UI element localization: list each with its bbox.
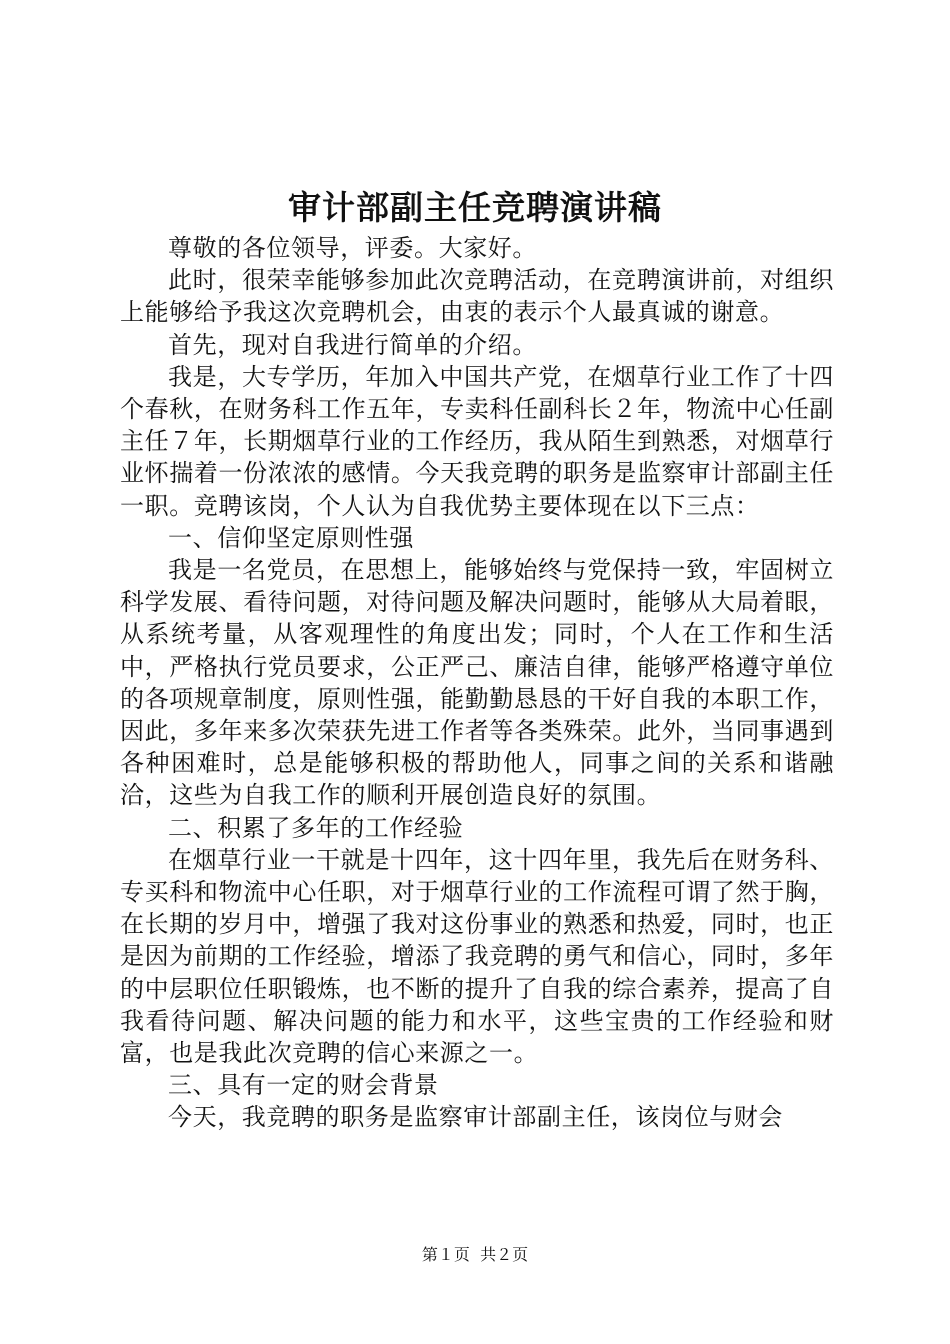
document-title: 审计部副主任竞聘演讲稿 <box>288 188 662 227</box>
paragraph-section-1: 我是一名党员，在思想上，能够始终与党保持一致，牢固树立科学发展、看待问题，对待问题及解决问题时，能够从大局着眼，从系统考量，从客观理性的角度出发；同时，个人在工作和生活中，严格执行党员要求，公正严己、廉洁自律，能够严格遵守单位的各项规章制度，原则性强，能勤勤恳恳的干好自我的本职工作，因此，多年来多次荣获先进工作者等各类殊荣。此外，当同事遇到各种困难时，总是能够积极的帮助他人，同事之间的关系和谐融洽，这些为自我工作的顺利开展创造良好的氛围。 <box>120 556 834 810</box>
paragraph-section-3: 今天，我竞聘的职务是监察审计部副主任，该岗位与财会 <box>168 1103 783 1132</box>
paragraph-thanks: 此时，很荣幸能够参加此次竞聘活动，在竞聘演讲前，对组织上能够给予我这次竞聘机会，由衷的表示个人最真诚的谢意。 <box>120 266 834 327</box>
paragraph-background: 我是，大专学历，年加入中国共产党，在烟草行业工作了十四个春秋，在财务科工作五年，专卖科任副科长２年，物流中心任副主任７年，长期烟草行业的工作经历，我从陌生到熟悉，对烟草行业怀揣着一份浓浓的感情。今天我竞聘的职务是监察审计部副主任一职。竞聘该岗，个人认为自我优势主要体现在以下三点： <box>120 362 834 520</box>
section-heading-3: 三、具有一定的财会背景 <box>168 1071 439 1100</box>
section-heading-1: 一、信仰坚定原则性强 <box>168 523 414 552</box>
section-heading-2: 二、积累了多年的工作经验 <box>168 813 464 842</box>
page-footer <box>0 1243 950 1267</box>
document-body <box>120 232 834 1134</box>
page-number: 第１页 共２页 <box>421 1245 529 1264</box>
paragraph-section-2: 在烟草行业一干就是十四年，这十四年里，我先后在财务科、专买科和物流中心任职，对于烟草行业的工作流程可谓了然于胸，在长期的岁月中，增强了我对这份事业的熟悉和热爱，同时，也正是因为前期的工作经验，增添了我竞聘的勇气和信心，同时，多年的中层职位任职锻炼，也不断的提升了自我的综合素养，提高了自我看待问题、解决问题的能力和水平，这些宝贵的工作经验和财富，也是我此次竞聘的信心来源之一。 <box>120 845 834 1068</box>
paragraph-greeting: 尊敬的各位领导，评委。大家好。 <box>168 234 537 262</box>
paragraph-intro: 首先，现对自我进行简单的介绍。 <box>168 330 537 359</box>
